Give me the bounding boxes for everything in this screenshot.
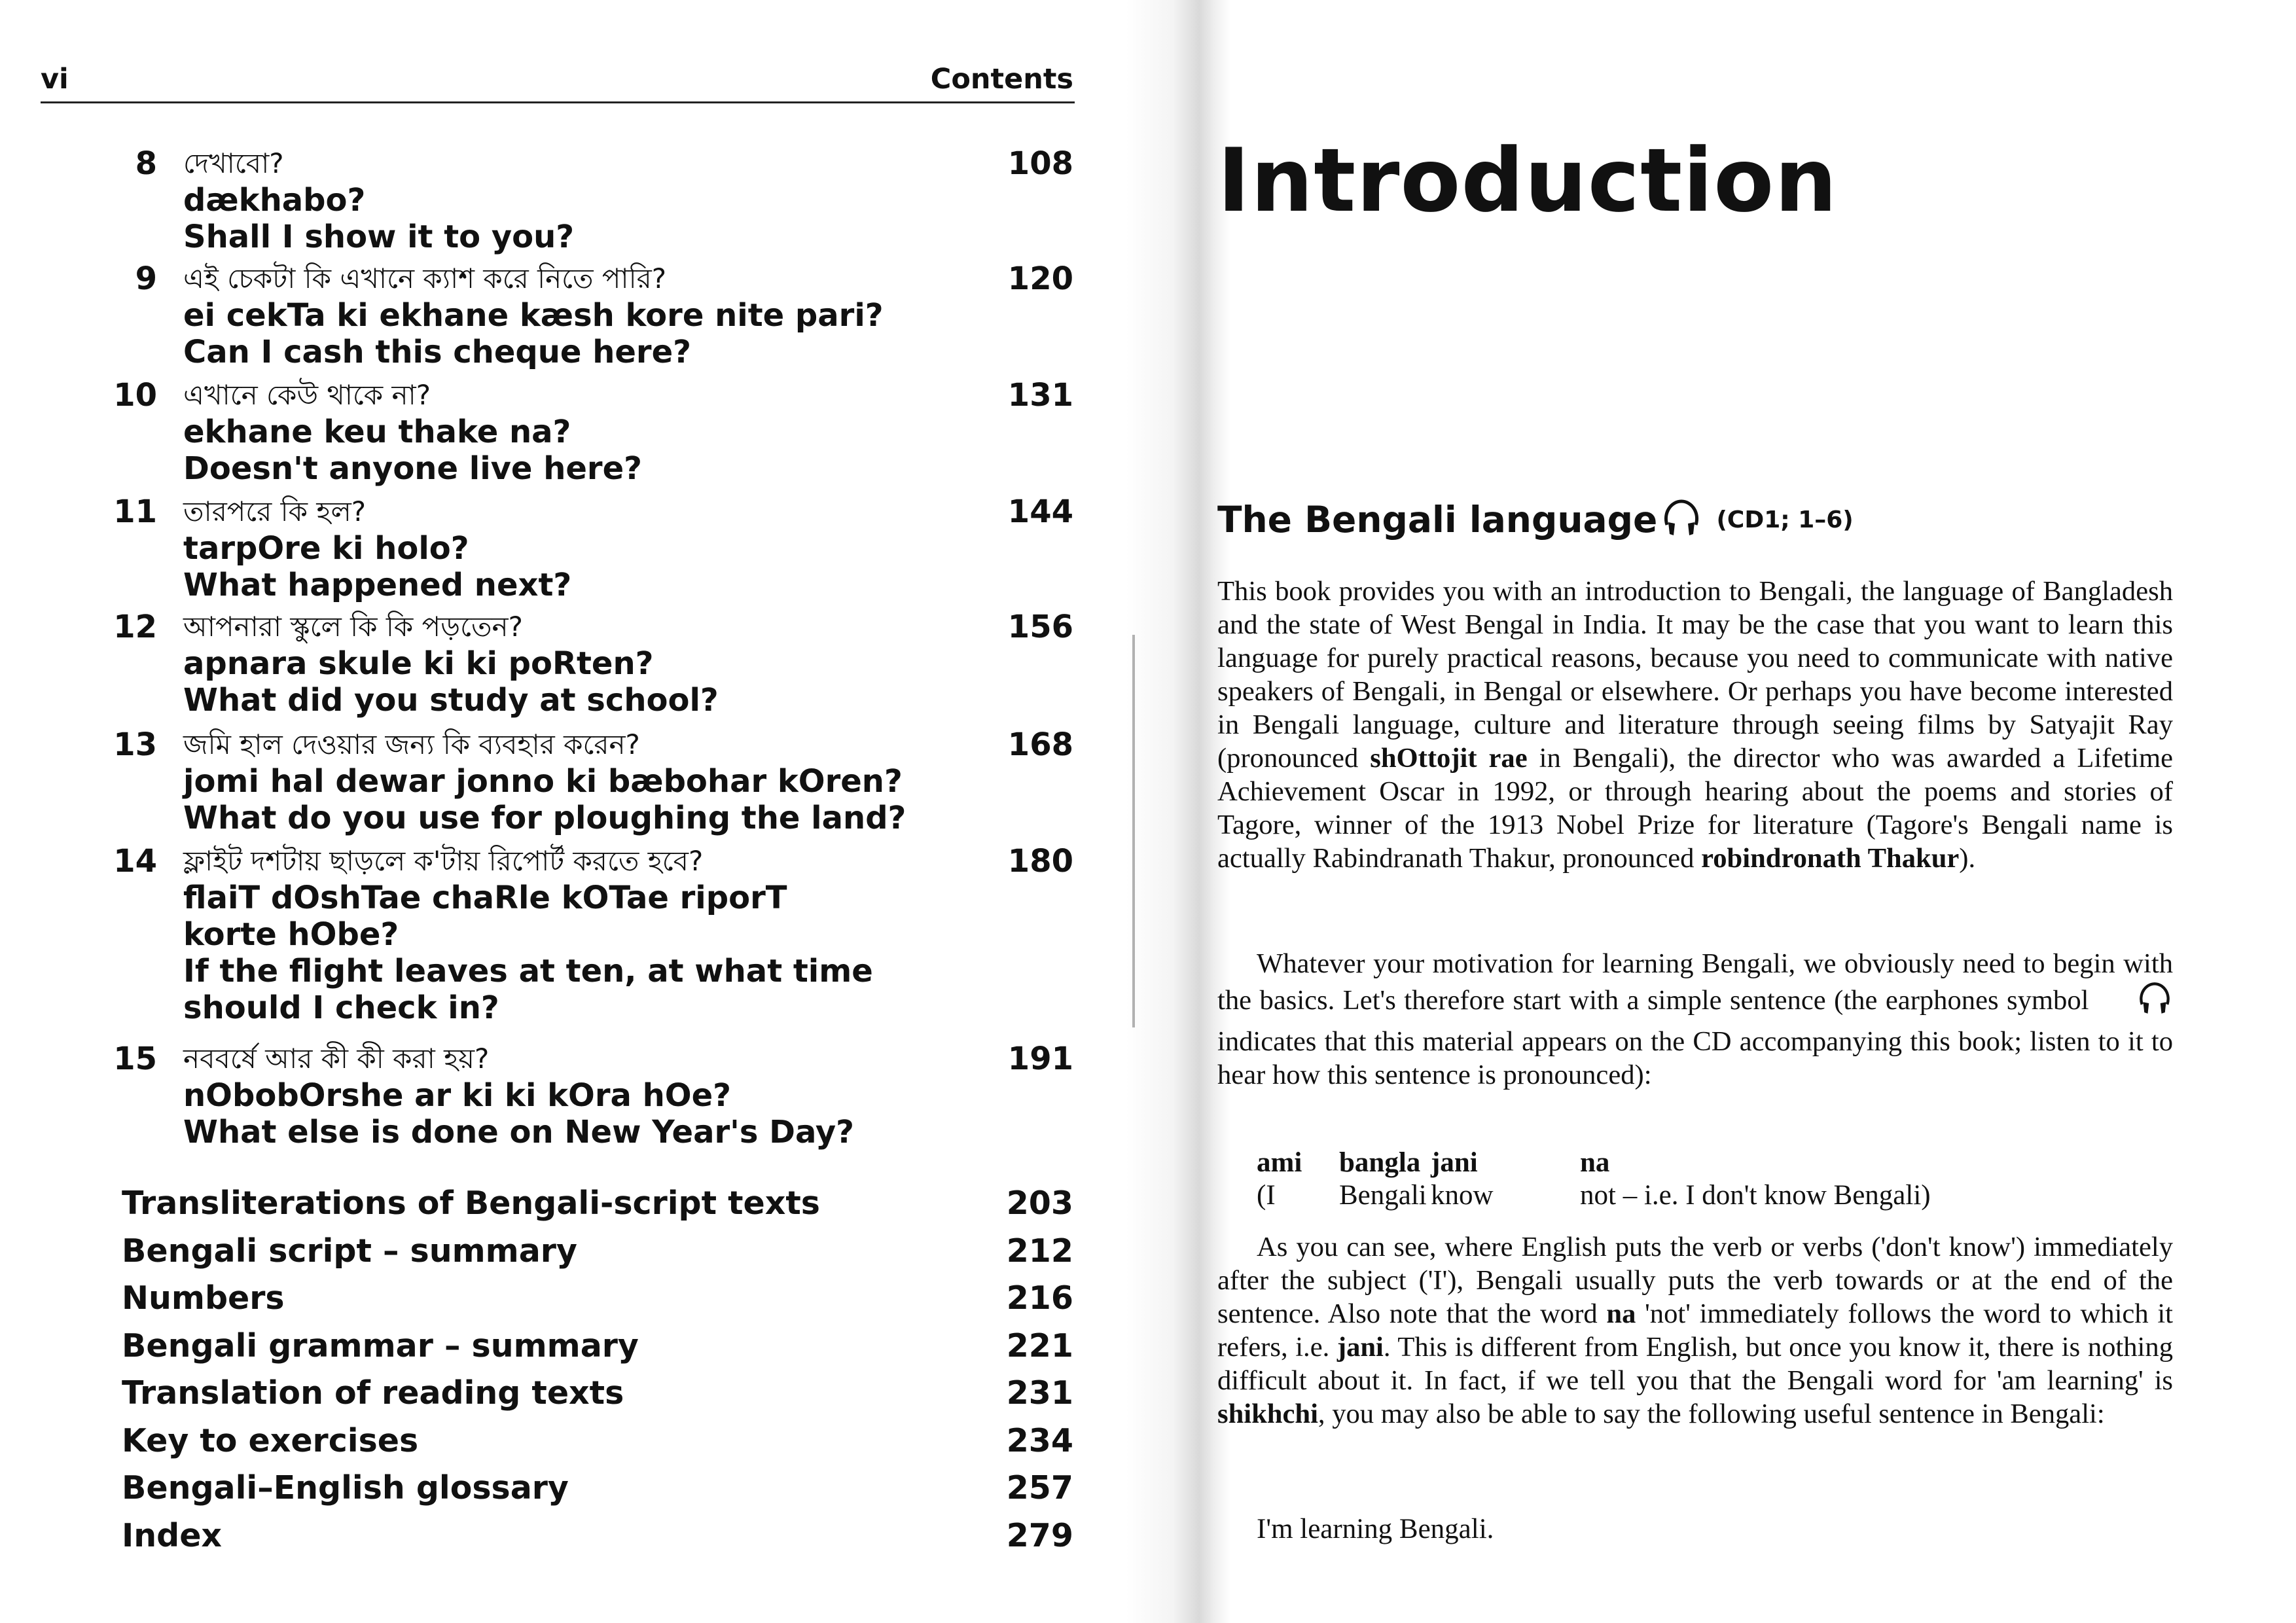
back-matter-row: [122, 1232, 1073, 1272]
back-matter-page: 234: [1006, 1421, 1073, 1459]
toc-entry-english: Shall I show it to you?: [183, 219, 575, 255]
toc-entry-english: should I check in?: [183, 990, 499, 1026]
toc-entry-english: What did you study at school?: [183, 682, 719, 719]
paragraph-intro: [1217, 575, 2173, 875]
introduction-page: [1217, 0, 2186, 1623]
example-word: na: [1580, 1147, 1610, 1178]
toc-entry-bengali: ফ্লাইট দশটায় ছাড়লে ক'টায় রিপোর্ট করতে হবে?: [183, 845, 704, 877]
back-matter-row: [122, 1469, 1073, 1508]
example-word: jani: [1431, 1147, 1478, 1178]
section-title: The Bengali language: [1217, 499, 1658, 541]
back-matter-row: [122, 1185, 1073, 1224]
back-matter-row: [122, 1374, 1073, 1414]
toc-entry-number: 11: [113, 493, 157, 530]
example-gloss: Bengali: [1339, 1180, 1427, 1211]
toc-entry-english: What do you use for ploughing the land?: [183, 800, 906, 836]
contents-page: [0, 0, 1126, 1623]
text-run: . This is different from English, but once you know it, there is nothing difficult about it. In fact, if we tell you that the Bengali word for 'am learning' is: [1217, 1332, 2173, 1396]
example-gloss: not – i.e. I don't know Bengali): [1580, 1180, 1931, 1211]
back-matter-row: [122, 1517, 1073, 1556]
toc-entry-transliteration: tarpOre ki holo?: [183, 530, 469, 567]
toc-entry-page: 131: [1007, 377, 1073, 414]
toc-entry-bengali: আপনারা স্কুলে কি কি পড়তেন?: [183, 611, 523, 643]
back-matter-row: [122, 1279, 1073, 1319]
toc-entry-transliteration: korte hObe?: [183, 916, 399, 953]
toc-entry-bengali: এখানে কেউ থাকে না?: [183, 379, 431, 411]
back-matter-page: 221: [1006, 1327, 1073, 1364]
header-rule: [41, 101, 1075, 103]
back-matter-title: Key to exercises: [122, 1421, 419, 1459]
back-matter-title: Bengali grammar – summary: [122, 1327, 639, 1364]
text-run: 'not' immediately follows the word to which it refers, i.e.: [1217, 1298, 2173, 1363]
toc-entry-transliteration: jomi hal dewar jonno ki bæbohar kOren?: [183, 763, 903, 800]
bold-term: shOttojit rae: [1370, 743, 1528, 774]
gutter-shadow: [1132, 635, 1135, 1027]
toc-entry-lines: [183, 377, 982, 487]
toc-entry-transliteration: flaiT dOshTae chaRle kOTae riporT: [183, 880, 787, 916]
toc-entry-bengali: নববর্ষে আর কী কী করা হয়?: [183, 1043, 490, 1075]
book-gutter: [1126, 0, 1230, 1623]
section-heading: [1217, 497, 1854, 542]
toc-entry-lines: [183, 260, 982, 370]
toc-entry-bengali: জমি হাল দেওয়ার জন্য কি ব্যবহার করেন?: [183, 728, 640, 760]
toc-entry-page: 191: [1007, 1041, 1073, 1077]
example-gloss: (I: [1257, 1180, 1276, 1211]
text-run: As you can see, where English puts the verb or verbs ('don't know') immediately after the subject ('I'), Bengali usually puts the verb towards or at the end of the sentence. Also note that the word: [1217, 1232, 2173, 1329]
page-folio: vi: [41, 63, 69, 96]
example-word: ami: [1257, 1147, 1302, 1178]
toc-entry-transliteration: dækhabo?: [183, 182, 366, 219]
toc-entry-number: 12: [113, 609, 157, 645]
back-matter-page: 231: [1006, 1374, 1073, 1412]
back-matter-row: [122, 1422, 1073, 1461]
toc-entry-transliteration: apnara skule ki ki poRten?: [183, 645, 654, 682]
toc-entry-page: 108: [1007, 145, 1073, 182]
bold-term: robindronath Thakur: [1701, 843, 1960, 874]
back-matter-title: Numbers: [122, 1279, 285, 1317]
toc-entry-number: 15: [113, 1041, 157, 1077]
toc-entry-transliteration: ei cekTa ki ekhane kæsh kore nite pari?: [183, 297, 884, 334]
toc-entry-english: What happened next?: [183, 567, 572, 603]
toc-entry-bengali: এই চেকটা কি এখানে ক্যাশ করে নিতে পারি?: [183, 262, 666, 294]
back-matter-title: Bengali–English glossary: [122, 1469, 569, 1507]
toc-entry-lines: [183, 843, 982, 1026]
toc-entry-number: 10: [113, 377, 157, 414]
back-matter-page: 279: [1006, 1516, 1073, 1554]
chapter-title: Introduction: [1217, 130, 1838, 232]
text-run: in Bengali), the director who was awarded a Lifetime Achievement Oscar in 1992, or through hearing about the poems and stories of Tagore, winner of the 1913 Nobel Prize for literature (Tagore's Bengali name is actually Rabindranath Thakur, pronounced: [1217, 743, 2173, 874]
toc-entry-transliteration: nObobOrshe ar ki ki kOra hOe?: [183, 1077, 731, 1114]
toc-entry-page: 120: [1007, 260, 1073, 297]
toc-entry-page: 144: [1007, 493, 1073, 530]
toc-entry-number: 8: [135, 145, 157, 182]
back-matter-title: Index: [122, 1516, 223, 1554]
toc-entry-page: 168: [1007, 726, 1073, 763]
toc-entry-english: What else is done on New Year's Day?: [183, 1114, 854, 1150]
toc-entry-number: 9: [135, 260, 157, 297]
running-head: Contents: [930, 63, 1073, 96]
back-matter-page: 212: [1006, 1232, 1073, 1270]
toc-entry-bengali: তারপরে কি হল?: [183, 495, 367, 527]
example-gloss: know: [1431, 1180, 1494, 1211]
text-run: ).: [1959, 843, 1976, 874]
example-word: bangla: [1339, 1147, 1421, 1178]
toc-entry-page: 180: [1007, 843, 1073, 880]
back-matter-title: Translation of reading texts: [122, 1374, 624, 1412]
paragraph-motivation-part2: indicates that this material appears on the CD accompanying this book; listen to it to hear how this sentence is pronounced):: [1217, 1026, 2173, 1090]
earphones-icon: [1660, 497, 1702, 542]
paragraph-word-order: [1217, 1230, 2173, 1431]
earphones-icon: [2097, 980, 2173, 1025]
cd-reference: (CD1; 1–6): [1716, 506, 1854, 533]
toc-entry-lines: [183, 609, 982, 719]
toc-entry-number: 14: [113, 843, 157, 880]
toc-entry-lines: [183, 726, 982, 836]
bold-term: shikhchi: [1217, 1399, 1318, 1429]
final-example: I'm learning Bengali.: [1257, 1514, 1494, 1544]
back-matter-row: [122, 1327, 1073, 1366]
toc-entry-transliteration: ekhane keu thake na?: [183, 414, 571, 450]
toc-entry-lines: [183, 1041, 982, 1150]
back-matter-page: 257: [1006, 1469, 1073, 1507]
text-run: , you may also be able to say the following useful sentence in Bengali:: [1318, 1399, 2105, 1429]
bold-term: na: [1606, 1298, 1636, 1329]
toc-entry-lines: [183, 145, 982, 255]
back-matter-title: Bengali script – summary: [122, 1232, 577, 1270]
paragraph-motivation: [1217, 947, 2173, 1092]
toc-entry-number: 13: [113, 726, 157, 763]
back-matter-title: Transliterations of Bengali-script texts: [122, 1185, 820, 1222]
bold-term: jani: [1336, 1332, 1384, 1363]
text-run: This book provides you with an introduction to Bengali, the language of Bangladesh and the state of West Bengal in India. It may be the case that you want to learn this language for purely practical reasons, because you need to communicate with native speakers of Bengali, in Bengal or elsewhere. Or perhaps you have become interested in Bengali language, culture and literature through seeing films by Satyajit Ray (pronounced: [1217, 576, 2173, 774]
back-matter-page: 216: [1006, 1279, 1073, 1317]
back-matter-page: 203: [1006, 1185, 1073, 1222]
toc-entry-english: Can I cash this cheque here?: [183, 334, 691, 370]
toc-entry-english: Doesn't anyone live here?: [183, 450, 642, 487]
toc-entry-page: 156: [1007, 609, 1073, 645]
toc-entry-bengali: দেখাবো?: [183, 147, 284, 179]
toc-entry-lines: [183, 493, 982, 603]
toc-entry-english: If the flight leaves at ten, at what time: [183, 953, 873, 990]
paragraph-motivation-part1: Whatever your motivation for learning Bengali, we obviously need to begin with the basics. Let's therefore start with a simple sentence (the earphones symbol: [1217, 948, 2173, 1016]
